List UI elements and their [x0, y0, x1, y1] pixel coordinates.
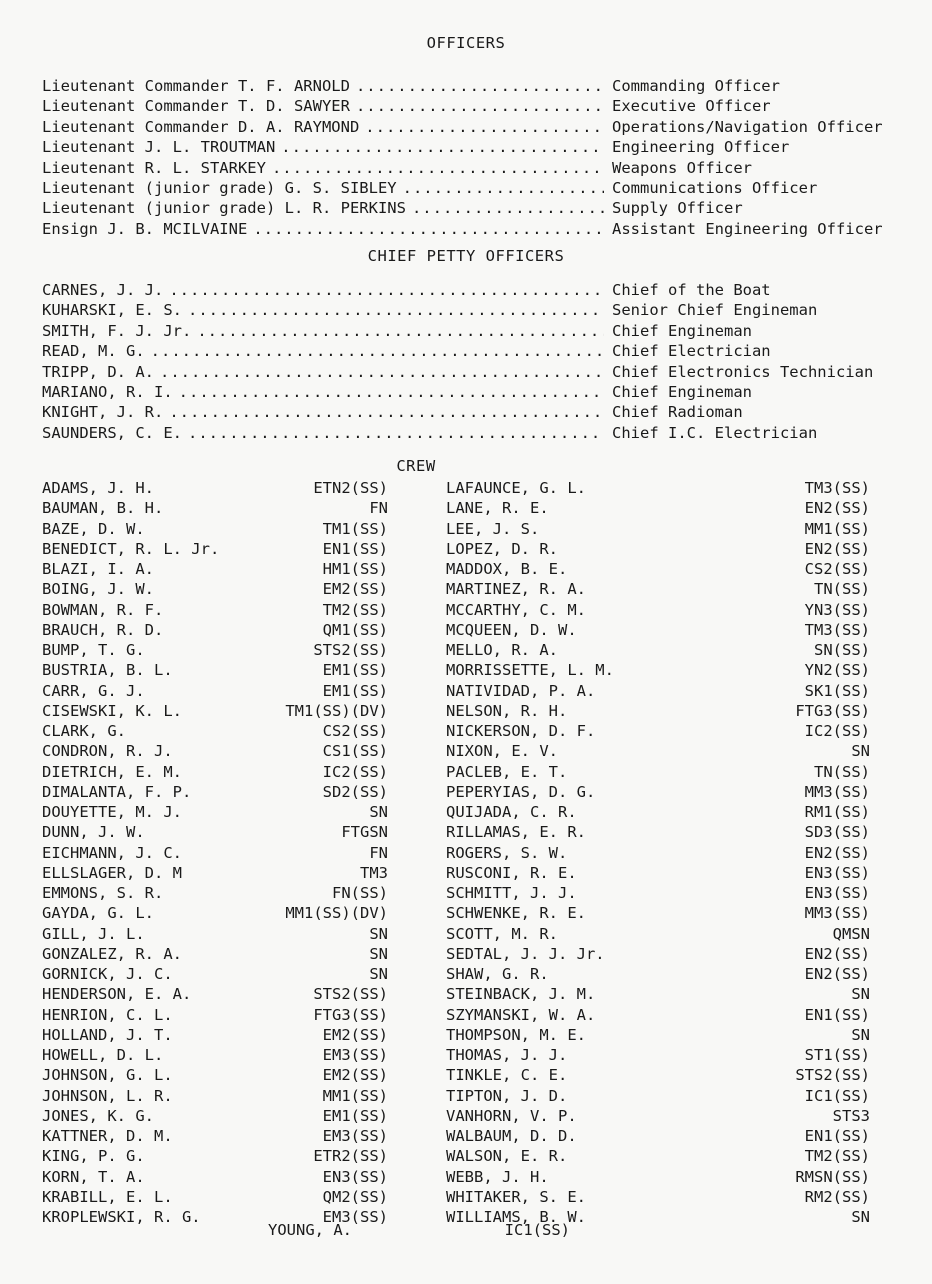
chief-row: [42, 321, 912, 341]
crew-name: BRAUCH, R. D.: [42, 620, 164, 639]
crew-rate: FTGSN: [341, 823, 388, 842]
crew-rate: EN3(SS): [804, 884, 870, 902]
crew-row: [42, 1005, 388, 1025]
crew-name: KRABILL, E. L.: [42, 1187, 173, 1206]
crew-row: [446, 843, 870, 863]
crew-row: [446, 802, 870, 822]
crew-row: [42, 701, 388, 721]
crew-row: [446, 782, 870, 802]
crew-rate: EM1(SS): [322, 1106, 388, 1125]
crew-rate: SN: [851, 1025, 870, 1044]
officer-row: [42, 198, 912, 218]
crew-name: ELLSLAGER, D. M: [42, 863, 182, 882]
dot-leader: [188, 423, 604, 443]
crew-rate: EM1(SS): [322, 661, 388, 680]
dot-leader: [169, 280, 604, 300]
crew-rate: TM2(SS): [804, 1147, 870, 1166]
crew-rate: YN3(SS): [804, 600, 870, 619]
crew-name: BENEDICT, R. L. Jr.: [42, 539, 220, 558]
crew-rate: TN(SS): [814, 762, 870, 781]
position-title: Operations/Navigation Officer: [612, 117, 883, 136]
officer-row: [42, 117, 912, 137]
crew-row: [446, 559, 870, 579]
position-title: Chief Engineman: [612, 321, 752, 340]
position-title: Communications Officer: [612, 178, 818, 197]
crew-rate: CS1(SS): [322, 742, 388, 761]
crew-rate: SD3(SS): [804, 823, 870, 842]
crew-row: [446, 600, 870, 620]
person-name: Lieutenant Commander D. A. RAYMOND: [42, 117, 360, 136]
crew-row: [446, 741, 870, 761]
officer-row: [42, 76, 912, 96]
crew-name: MCCARTHY, C. M.: [446, 600, 586, 619]
crew-rate: EN3(SS): [322, 1167, 388, 1186]
crew-row: [446, 498, 870, 518]
crew-rate: TN(SS): [814, 580, 870, 599]
chief-row: [42, 423, 912, 443]
crew-name: LAFAUNCE, G. L.: [446, 479, 586, 497]
dot-leader: [253, 219, 604, 239]
crew-name: HOLLAND, J. T.: [42, 1025, 173, 1044]
crew-row: [42, 559, 388, 579]
crew-row: [42, 924, 388, 944]
crew-rate: STS2(SS): [795, 1066, 870, 1085]
crew-name: KROPLEWSKI, R. G.: [42, 1208, 201, 1226]
crew-rate: SN: [369, 803, 388, 821]
crew-rate: SN: [369, 944, 388, 963]
crew-name: TIPTON, J. D.: [446, 1086, 568, 1105]
crew-row: [42, 620, 388, 640]
crew-rate: RMSN(SS): [795, 1167, 870, 1186]
crew-row: [42, 883, 388, 903]
crew-row: [42, 762, 388, 782]
officer-row: [42, 178, 912, 198]
crew-row: [42, 1025, 388, 1045]
crew-name: DUNN, J. W.: [42, 823, 145, 842]
crew-rate: TM2(SS): [322, 600, 388, 619]
crew-row: [446, 1005, 870, 1025]
person-name: SMITH, F. J. Jr.: [42, 321, 192, 340]
crew-rate: EN1(SS): [804, 1005, 870, 1024]
chief-row: [42, 280, 912, 300]
crew-rate: EM2(SS): [322, 1066, 388, 1085]
crew-row: [42, 1146, 388, 1166]
crew-name: JOHNSON, G. L.: [42, 1066, 173, 1085]
person-name: Lieutenant J. L. TROUTMAN: [42, 138, 276, 157]
crew-rate: SN: [369, 924, 388, 943]
crew-name: JOHNSON, L. R.: [42, 1086, 173, 1105]
crew-row: [446, 1167, 870, 1187]
crew-row: [42, 1187, 388, 1207]
dot-leader: [169, 402, 604, 422]
crew-rate: EM3(SS): [322, 1127, 388, 1145]
dot-leader: [365, 117, 604, 137]
crew-right-column: [446, 478, 870, 1227]
crew-rate: STS3: [832, 1106, 870, 1125]
crew-name: WALBAUM, D. D.: [446, 1127, 577, 1145]
crew-rate: RM1(SS): [804, 803, 870, 821]
crew-last-entry: [268, 1221, 570, 1239]
crew-name: ADAMS, J. H.: [42, 479, 154, 497]
crew-row: [42, 519, 388, 539]
crew-row: [42, 1126, 388, 1146]
crew-row: [42, 1086, 388, 1106]
chief-petty-officers-heading: CHIEF PETTY OFFICERS: [367, 247, 565, 265]
person-name: Lieutenant Commander T. F. ARNOLD: [42, 77, 350, 95]
officer-row: [42, 137, 912, 157]
crew-rate: SN(SS): [814, 641, 870, 659]
crew-name: MCQUEEN, D. W.: [446, 620, 577, 639]
person-name: Ensign J. B. MCILVAINE: [42, 219, 248, 238]
crew-row: [42, 964, 388, 984]
crew-rate: FTG3(SS): [313, 1005, 388, 1024]
crew-name: HOWELL, D. L.: [42, 1046, 164, 1064]
crew-row: [42, 903, 388, 923]
crew-name: GORNICK, J. C.: [42, 965, 173, 983]
crew-row: [42, 843, 388, 863]
position-title: Engineering Officer: [612, 138, 790, 157]
crew-row: [42, 539, 388, 559]
crew-name: BAZE, D. W.: [42, 519, 145, 538]
dot-leader: [197, 321, 604, 341]
crew-name: PEPERYIAS, D. G.: [446, 782, 596, 801]
crew-rate: SN: [369, 965, 388, 983]
crew-row: [446, 883, 870, 903]
crew-name: MADDOX, B. E.: [446, 560, 568, 578]
crew-row: [446, 1187, 870, 1207]
crew-name: THOMPSON, M. E.: [446, 1025, 586, 1044]
crew-name: DIETRICH, E. M.: [42, 762, 182, 781]
crew-rate: EM3(SS): [322, 1046, 388, 1064]
crew-rate: MM3(SS): [804, 904, 870, 923]
crew-rate: TM1(SS): [322, 519, 388, 538]
crew-rate: SN: [851, 742, 870, 761]
crew-rate: FTG3(SS): [795, 701, 870, 720]
person-name: Lieutenant Commander T. D. SAWYER: [42, 97, 350, 116]
crew-row: [446, 863, 870, 883]
crew-rate: STS2(SS): [313, 641, 388, 659]
crew-name: GAYDA, G. L.: [42, 904, 154, 923]
crew-rate: YN2(SS): [804, 661, 870, 680]
position-title: Chief of the Boat: [612, 281, 771, 299]
crew-name: BOING, J. W.: [42, 580, 154, 599]
dot-leader: [151, 341, 604, 361]
crew-row: [446, 620, 870, 640]
crew-name: NATIVIDAD, P. A.: [446, 681, 596, 700]
crew-name: KING, P. G.: [42, 1147, 145, 1166]
crew-row: [42, 600, 388, 620]
crew-rate: RM2(SS): [804, 1187, 870, 1206]
crew-rate: MM1(SS): [322, 1086, 388, 1105]
crew-rate: SN: [851, 1208, 870, 1226]
crew-name: HENRION, C. L.: [42, 1005, 173, 1024]
crew-rate: SK1(SS): [804, 681, 870, 700]
crew-row: [42, 721, 388, 741]
crew-row: [42, 802, 388, 822]
crew-rate: SD2(SS): [322, 782, 388, 801]
person-name: SAUNDERS, C. E.: [42, 423, 182, 442]
crew-row: [446, 1146, 870, 1166]
crew-rate: IC2(SS): [804, 722, 870, 740]
crew-name: KATTNER, D. M.: [42, 1127, 173, 1145]
person-name: CARNES, J. J.: [42, 281, 164, 299]
dot-leader: [281, 137, 604, 157]
crew-row: [42, 1045, 388, 1065]
crew-rate: CS2(SS): [322, 722, 388, 740]
crew-name: MORRISSETTE, L. M.: [446, 661, 614, 680]
crew-row: [42, 782, 388, 802]
position-title: Chief Electrician: [612, 342, 771, 361]
crew-row: [42, 1106, 388, 1126]
crew-name: SEDTAL, J. J. Jr.: [446, 944, 605, 963]
crew-row: [42, 498, 388, 518]
crew-row: [446, 1045, 870, 1065]
crew-row: [446, 681, 870, 701]
crew-name: CONDRON, R. J.: [42, 742, 173, 761]
person-name: TRIPP, D. A.: [42, 362, 154, 381]
crew-row: [446, 721, 870, 741]
position-title: Supply Officer: [612, 199, 743, 218]
crew-name: CLARK, G.: [42, 722, 126, 740]
crew-name: MARTINEZ, R. A.: [446, 580, 586, 599]
crew-name: DIMALANTA, F. P.: [42, 782, 192, 801]
crew-row: [446, 478, 870, 498]
crew-name: LOPEZ, D. R.: [446, 539, 558, 558]
crew-name: YOUNG, A.: [268, 1221, 352, 1239]
crew-rate: MM1(SS): [804, 519, 870, 538]
crew-name: CISEWSKI, K. L.: [42, 701, 182, 720]
crew-name: SCHWENKE, R. E.: [446, 904, 586, 923]
dot-leader: [356, 96, 604, 116]
crew-name: EMMONS, S. R.: [42, 884, 164, 902]
crew-row: [446, 1086, 870, 1106]
crew-name: PACLEB, E. T.: [446, 762, 568, 781]
person-name: KNIGHT, J. R.: [42, 403, 164, 422]
crew-row: [446, 1106, 870, 1126]
crew-rate: TM1(SS)(DV): [285, 701, 388, 720]
crew-row: [446, 1126, 870, 1146]
crew-rate: TM3: [360, 863, 388, 882]
officers-list: [42, 76, 912, 239]
crew-rate: EN2(SS): [804, 843, 870, 862]
crew-row: [446, 1065, 870, 1085]
crew-row: [446, 519, 870, 539]
crew-rate: EN2(SS): [804, 499, 870, 518]
crew-row: [446, 984, 870, 1004]
crew-name: SCHMITT, J. J.: [446, 884, 577, 902]
dot-leader: [356, 76, 604, 96]
crew-name: BAUMAN, B. H.: [42, 499, 164, 518]
position-title: Commanding Officer: [612, 77, 780, 95]
crew-name: CARR, G. J.: [42, 681, 145, 700]
crew-row: [446, 660, 870, 680]
crew-name: WILLIAMS, B. W.: [446, 1208, 586, 1226]
crew-row: [446, 1025, 870, 1045]
crew-rate: EM2(SS): [322, 1025, 388, 1044]
crew-row: [42, 640, 388, 660]
chief-row: [42, 341, 912, 361]
crew-rate: STS2(SS): [313, 985, 388, 1004]
crew-name: GONZALEZ, R. A.: [42, 944, 182, 963]
crew-row: [42, 681, 388, 701]
crew-name: SZYMANSKI, W. A.: [446, 1005, 596, 1024]
crew-name: NICKERSON, D. F.: [446, 722, 596, 740]
officer-row: [42, 219, 912, 239]
officer-row: [42, 96, 912, 116]
crew-name: NELSON, R. H.: [446, 701, 568, 720]
dot-leader: [160, 362, 604, 382]
crew-rate: MM1(SS)(DV): [285, 904, 388, 923]
crew-row: [42, 1167, 388, 1187]
dot-leader: [403, 178, 604, 198]
crew-rate: TM3(SS): [804, 620, 870, 639]
crew-name: RUSCONI, R. E.: [446, 863, 577, 882]
crew-row: [42, 822, 388, 842]
crew-row: [42, 1065, 388, 1085]
crew-rate: EN2(SS): [804, 965, 870, 983]
person-name: KUHARSKI, E. S.: [42, 301, 182, 320]
crew-rate: ST1(SS): [804, 1046, 870, 1064]
crew-row: [446, 701, 870, 721]
officers-heading: OFFICERS: [426, 34, 506, 52]
crew-rate: FN(SS): [332, 884, 388, 902]
crew-rate: ETR2(SS): [313, 1147, 388, 1166]
crew-name: DOUYETTE, M. J.: [42, 803, 182, 821]
crew-rate: EM2(SS): [322, 580, 388, 599]
position-title: Executive Officer: [612, 97, 771, 116]
position-title: Chief I.C. Electrician: [612, 423, 818, 442]
chief-petty-officers-list: [42, 280, 912, 443]
crew-name: LANE, R. E.: [446, 499, 549, 518]
crew-rate: FN: [369, 499, 388, 518]
crew-name: THOMAS, J. J.: [446, 1046, 568, 1064]
position-title: Senior Chief Engineman: [612, 301, 818, 320]
crew-name: SCOTT, M. R.: [446, 924, 558, 943]
crew-row: [42, 863, 388, 883]
chief-row: [42, 362, 912, 382]
crew-heading: CREW: [396, 457, 436, 475]
crew-name: WALSON, E. R.: [446, 1147, 568, 1166]
crew-row: [42, 984, 388, 1004]
crew-name: BOWMAN, R. F.: [42, 600, 164, 619]
crew-name: WHITAKER, S. E.: [446, 1187, 586, 1206]
crew-name: JONES, K. G.: [42, 1106, 154, 1125]
crew-row: [42, 579, 388, 599]
crew-row: [446, 640, 870, 660]
crew-row: [42, 741, 388, 761]
crew-rate: ETN2(SS): [313, 479, 388, 497]
dot-leader: [188, 300, 604, 320]
crew-name: HENDERSON, E. A.: [42, 985, 192, 1004]
crew-row: [446, 579, 870, 599]
crew-name: TINKLE, C. E.: [446, 1066, 568, 1085]
chief-row: [42, 300, 912, 320]
crew-row: [446, 822, 870, 842]
crew-name: BUMP, T. G.: [42, 641, 145, 659]
crew-name: QUIJADA, C. R.: [446, 803, 577, 821]
person-name: MARIANO, R. I.: [42, 382, 173, 401]
crew-left-column: [42, 478, 388, 1227]
crew-row: [446, 539, 870, 559]
crew-rate: EN1(SS): [804, 1127, 870, 1145]
crew-rate: MM3(SS): [804, 782, 870, 801]
position-title: Assistant Engineering Officer: [612, 219, 883, 238]
crew-name: ROGERS, S. W.: [446, 843, 568, 862]
crew-row: [42, 944, 388, 964]
crew-rate: EN3(SS): [804, 863, 870, 882]
crew-name: VANHORN, V. P.: [446, 1106, 577, 1125]
crew-name: LEE, J. S.: [446, 519, 540, 538]
crew-rate: TM3(SS): [804, 479, 870, 497]
crew-row: [42, 660, 388, 680]
position-title: Weapons Officer: [612, 158, 752, 177]
crew-name: BLAZI, I. A.: [42, 560, 154, 578]
crew-row: [446, 924, 870, 944]
dot-leader: [272, 158, 604, 178]
officer-row: [42, 158, 912, 178]
crew-row: [42, 478, 388, 498]
position-title: Chief Engineman: [612, 382, 752, 401]
crew-rate: EM1(SS): [322, 681, 388, 700]
crew-rate: EN1(SS): [322, 539, 388, 558]
crew-row: [446, 964, 870, 984]
crew-rate: QMSN: [832, 924, 870, 943]
crew-name: EICHMANN, J. C.: [42, 843, 182, 862]
crew-name: NIXON, E. V.: [446, 742, 558, 761]
crew-rate: CS2(SS): [804, 560, 870, 578]
crew-name: RILLAMAS, E. R.: [446, 823, 586, 842]
crew-rate: FN: [369, 843, 388, 862]
crew-rate: EN2(SS): [804, 944, 870, 963]
crew-rate: IC2(SS): [322, 762, 388, 781]
position-title: Chief Radioman: [612, 403, 743, 422]
crew-rate: QM2(SS): [322, 1187, 388, 1206]
crew-rate: SN: [851, 985, 870, 1004]
dot-leader: [179, 382, 604, 402]
person-name: Lieutenant (junior grade) G. S. SIBLEY: [42, 178, 397, 197]
position-title: Chief Electronics Technician: [612, 362, 874, 381]
crew-name: BUSTRIA, B. L.: [42, 661, 173, 680]
crew-name: STEINBACK, J. M.: [446, 985, 596, 1004]
crew-rate: EN2(SS): [804, 539, 870, 558]
crew-name: GILL, J. L.: [42, 924, 145, 943]
crew-rate: QM1(SS): [322, 620, 388, 639]
person-name: READ, M. G.: [42, 342, 145, 361]
crew-name: SHAW, G. R.: [446, 965, 549, 983]
chief-row: [42, 402, 912, 422]
person-name: Lieutenant (junior grade) L. R. PERKINS: [42, 199, 406, 218]
crew-row: [446, 762, 870, 782]
crew-row: [446, 944, 870, 964]
crew-name: MELLO, R. A.: [446, 641, 558, 659]
crew-row: [446, 903, 870, 923]
crew-rate: IC1(SS): [804, 1086, 870, 1105]
crew-rate: HM1(SS): [322, 560, 388, 578]
person-name: Lieutenant R. L. STARKEY: [42, 158, 266, 177]
crew-name: KORN, T. A.: [42, 1167, 145, 1186]
crew-rate: IC1(SS): [504, 1221, 570, 1239]
dot-leader: [412, 198, 604, 218]
crew-rate: EM3(SS): [322, 1208, 388, 1226]
crew-name: WEBB, J. H.: [446, 1167, 549, 1186]
chief-row: [42, 382, 912, 402]
